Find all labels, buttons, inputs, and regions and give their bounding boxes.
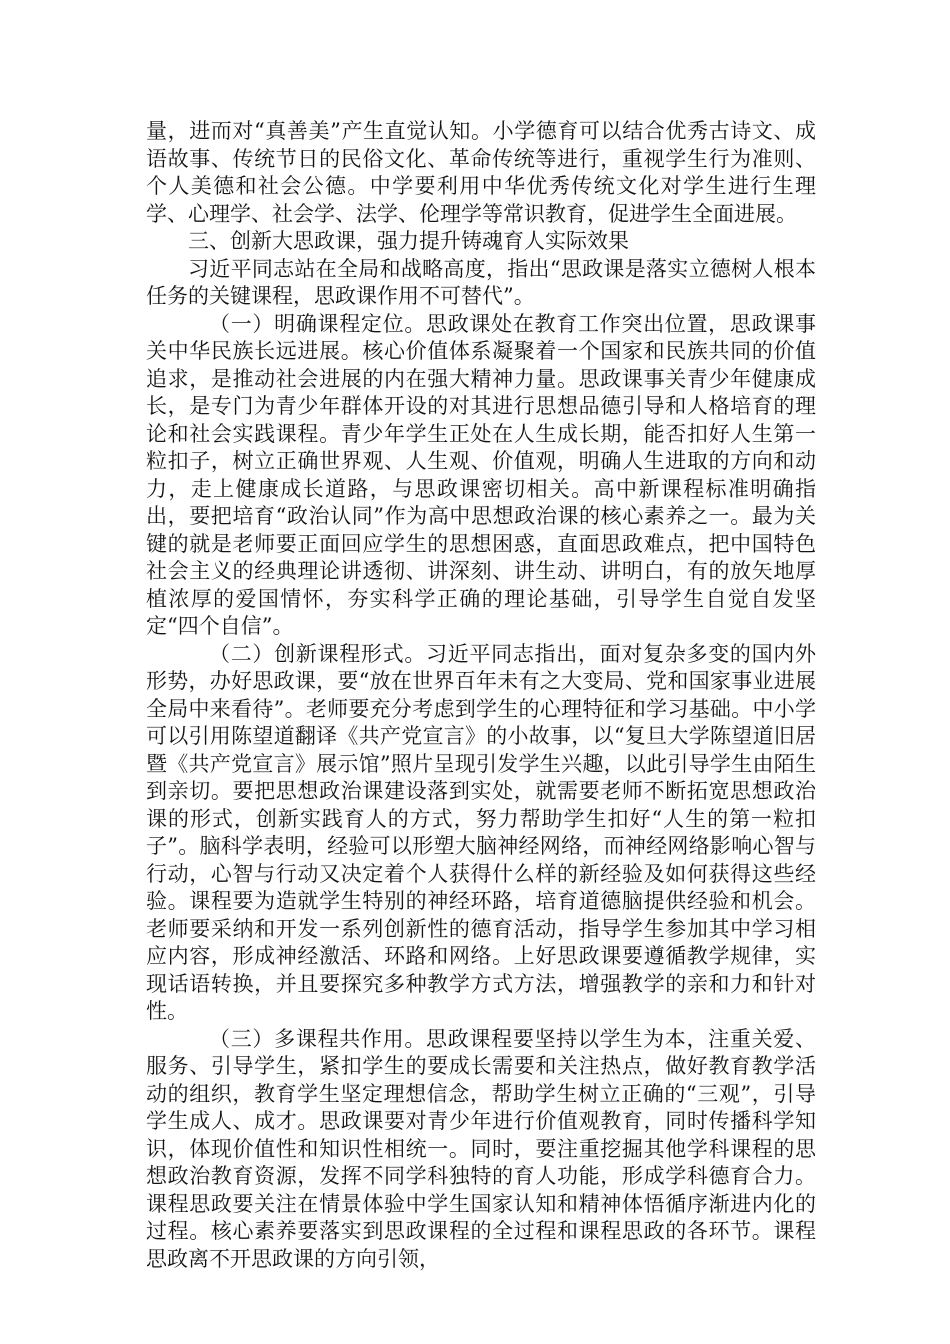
document-body bbox=[146, 118, 816, 1273]
paragraph-intro: 习近平同志站在全局和战略高度，指出“思政课是落实立德树人根本任务的关键课程，思政课作用不可替代”。 bbox=[146, 256, 816, 308]
paragraph-course-form: （二）创新课程形式。习近平同志指出，面对复杂多变的国内外形势，办好思政课，要“放在世界百年未有之大变局、党和国家事业进展全局中来看待”。老师要充分考虑到学生的心理特征和学习基础。中小学可以引用陈望道翻译《共产党宣言》的小故事，以“复旦大学陈望道旧居暨《共产党宣言》展示馆”照片呈现引发学生兴趣，以此引导学生由陌生到亲切。要把思想政治课建设落到实处，就需要老师不断拓宽思想政治课的形式，创新实践育人的方式，努力帮助学生扣好“人生的第一粒扣子”。脑科学表明，经验可以形塑大脑神经网络，而神经网络影响心智与行动，心智与行动又决定着个人获得什么样的新经验及如何获得这些经验。课程要为造就学生特别的神经环路，培育道德脑提供经验和机会。老师要采纳和开发一系列创新性的德育活动，指导学生参加其中学习相应内容，形成神经激活、环路和网络。上好思政课要遵循教学规律，实现话语转换，并且要探究多种教学方式方法，增强教学的亲和力和针对性。 bbox=[146, 641, 816, 1023]
paragraph-continuation: 量，进而对“真善美”产生直觉认知。小学德育可以结合优秀古诗文、成语故事、传统节日的民俗文化、革命传统等进行，重视学生行为准则、个人美德和社会公德。中学要利用中华优秀传统文化对学生进行生理学、心理学、社会学、法学、伦理学等常识教育，促进学生全面进展。 bbox=[146, 119, 816, 226]
paragraph-course-positioning: （一）明确课程定位。思政课处在教育工作突出位置，思政课事关中华民族长远进展。核心价值体系凝聚着一个国家和民族共同的价值追求，是推动社会进展的内在强大精神力量。思政课事关青少年健康成长，是专门为青少年群体开设的对其进行思想品德引导和人格培育的理论和社会实践课程。青少年学生正处在人生成长期，能否扣好人生第一粒扣子，树立正确世界观、人生观、价值观，明确人生进取的方向和动力，走上健康成长道路，与思政课密切相关。高中新课程标准明确指出，要把培育“政治认同”作为高中思想政治课的核心素养之一。最为关键的就是老师要正面回应学生的思想困惑，直面思政难点，把中国特色社会主义的经典理论讲透彻、讲深刻、讲生动、讲明白，有的放矢地厚植浓厚的爱国情怀，夯实科学正确的理论基础，引导学生自觉自发坚定“四个自信”。 bbox=[146, 311, 816, 638]
paragraph-multi-course: （三）多课程共作用。思政课程要坚持以学生为本，注重关爱、服务、引导学生，紧扣学生的要成长需要和关注热点，做好教育教学活动的组织，教育学生坚定理想信念，帮助学生树立正确的“三观”，引导学生成人、成才。思政课要对青少年进行价值观教育，同时传播科学知识，体现价值性和知识性相统一。同时，要注重挖掘其他学科课程的思想政治教育资源，发挥不同学科独特的育人功能，形成学科德育合力。课程思政要关注在情景体验中学生国家认知和精神体悟循序渐进内化的过程。核心素养要落实到思政课程的全过程和课程思政的各环节。课程思政离不开思政课的方向引领， bbox=[146, 1026, 816, 1271]
section-heading: 三、创新大思政课，强力提升铸魂育人实际效果 bbox=[188, 229, 629, 253]
